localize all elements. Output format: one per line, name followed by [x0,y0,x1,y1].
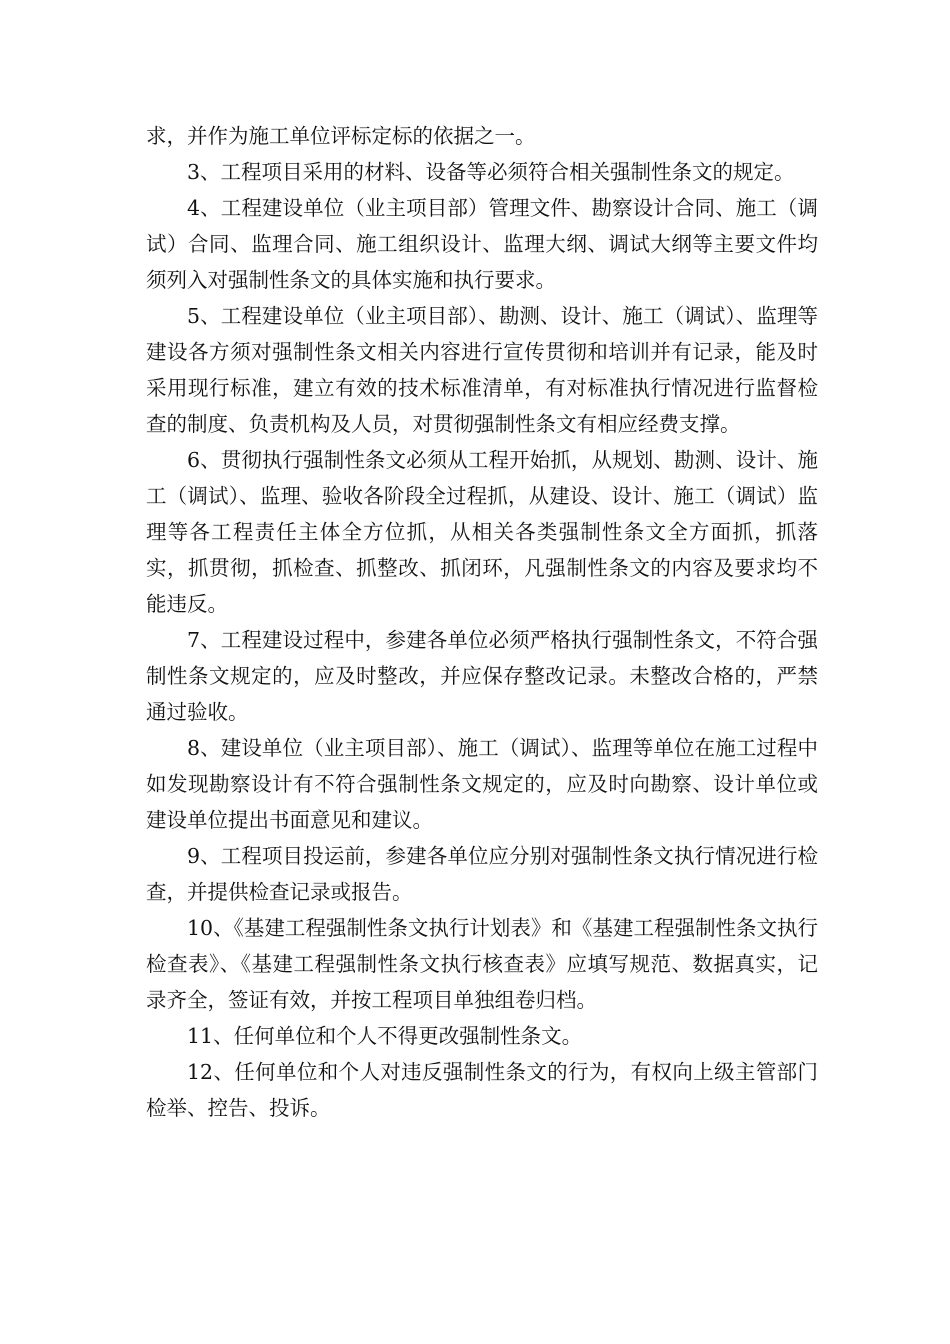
paragraph-item-5: 5、工程建设单位（业主项目部）、勘测、设计、施工（调试）、监理等建设各方须对强制性条文相关内容进行宣传贯彻和培训并有记录，能及时采用现行标准，建立有效的技术标准清单，有对标准执行情况进行监督检查的制度、负责机构及人员，对贯彻强制性条文有相应经费支撑。 [146,304,818,436]
paragraph-item-6: 6、贯彻执行强制性条文必须从工程开始抓，从规划、勘测、设计、施工（调试）、监理、验收各阶段全过程抓，从建设、设计、施工（调试）监理等各工程责任主体全方位抓，从相关各类强制性条文全方面抓，抓落实，抓贯彻，抓检查、抓整改、抓闭环，凡强制性条文的内容及要求均不能违反。 [146,448,818,616]
paragraph-item-12: 12、任何单位和个人对违反强制性条文的行为，有权向上级主管部门检举、控告、投诉。 [146,1060,818,1120]
paragraph-item-10: 10、《基建工程强制性条文执行计划表》和《基建工程强制性条文执行检查表》、《基建工程强制性条文执行核查表》应填写规范、数据真实，记录齐全，签证有效，并按工程项目单独组卷归档。 [146,916,818,1012]
paragraph-item-11: 11、任何单位和个人不得更改强制性条文。 [187,1024,583,1048]
paragraph-item-8: 8、建设单位（业主项目部）、施工（调试）、监理等单位在施工过程中如发现勘察设计有不符合强制性条文规定的，应及时向勘察、设计单位或建设单位提出书面意见和建议。 [146,736,818,832]
paragraph-item-9: 9、工程项目投运前，参建各单位应分别对强制性条文执行情况进行检查，并提供检查记录或报告。 [146,844,818,904]
paragraph-item-4: 4、工程建设单位（业主项目部）管理文件、勘察设计合同、施工（调试）合同、监理合同、施工组织设计、监理大纲、调试大纲等主要文件均须列入对强制性条文的具体实施和执行要求。 [146,196,818,292]
paragraph-item-7: 7、工程建设过程中，参建各单位必须严格执行强制性条文，不符合强制性条文规定的，应及时整改，并应保存整改记录。未整改合格的，严禁通过验收。 [146,628,818,724]
document-body [146,118,818,1126]
paragraph-continuation: 求，并作为施工单位评标定标的依据之一。 [146,124,536,148]
paragraph-item-3: 3、工程项目采用的材料、设备等必须符合相关强制性条文的规定。 [187,160,795,184]
